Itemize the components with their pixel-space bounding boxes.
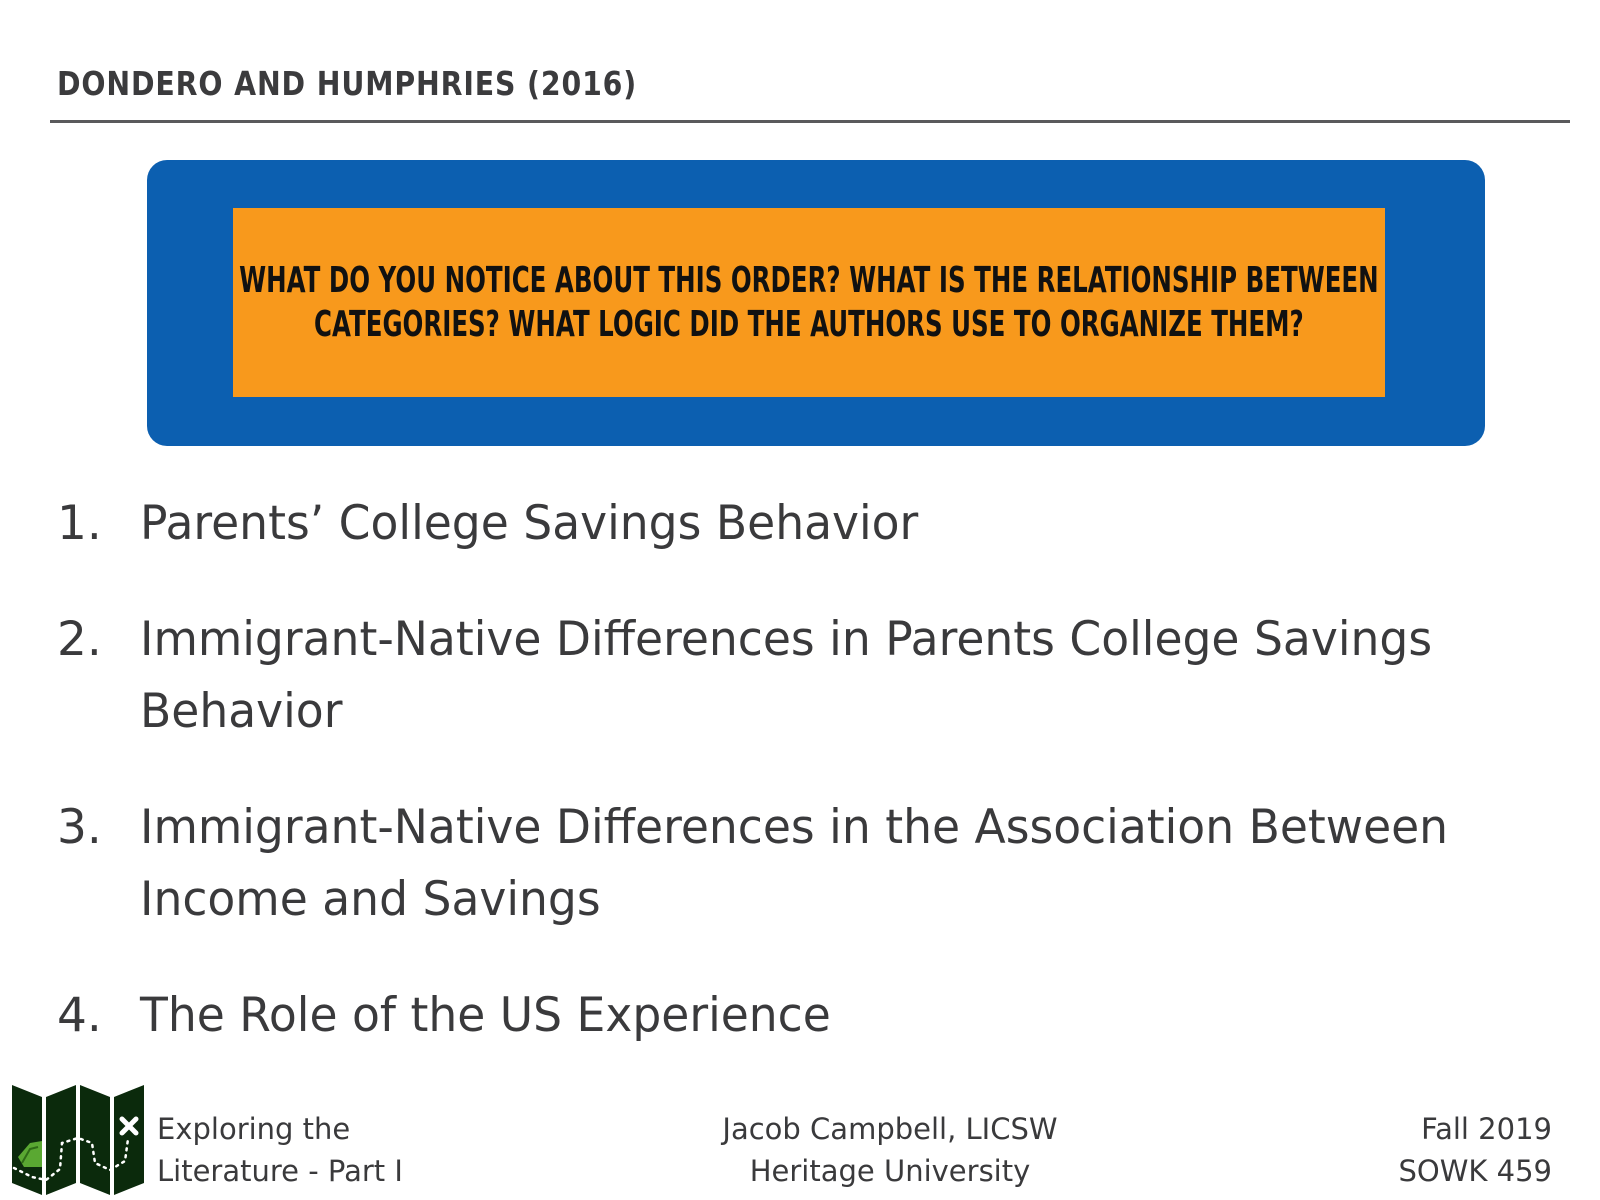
list-item-text: Immigrant-Native Differences in the Association Between Income and Savings [140,800,1449,927]
list-item-text: Parents’ College Savings Behavior [140,496,919,551]
callout-question [239,259,1379,347]
list-item [57,488,1577,560]
list-item-number: 3. [57,800,102,855]
title-divider [50,120,1570,123]
list-item-text: Immigrant-Native Differences in Parents College Savings Behavior [140,612,1433,739]
footer-course-title [157,1108,403,1192]
footer-author-name: Jacob Campbell, LICSW [722,1112,1058,1146]
numbered-list [57,488,1577,1052]
list-item [57,792,1577,936]
footer-course-title-line1: Exploring the [157,1112,351,1146]
treasure-map-icon [12,1075,150,1195]
list-item-number: 4. [57,988,102,1043]
footer-semester: Fall 2019 [1421,1112,1552,1146]
footer-course-title-line2: Literature - Part I [157,1154,403,1188]
slide-title: DONDERO AND HUMPHRIES (2016) [57,64,638,103]
callout-box [233,208,1385,397]
list-item-number: 2. [57,612,102,667]
footer-term [1399,1108,1553,1192]
footer-course-code: SOWK 459 [1398,1154,1552,1188]
footer-institution: Heritage University [749,1154,1031,1188]
footer-author [700,1108,1080,1192]
callout-line-1: WHAT DO YOU NOTICE ABOUT THIS ORDER? WHAT IS THE RELATIONSHIP BETWEEN [239,259,1379,301]
list-item-number: 1. [57,496,102,551]
list-item-text: The Role of the US Experience [140,988,831,1043]
callout-line-2: CATEGORIES? WHAT LOGIC DID THE AUTHORS USE TO ORGANIZE THEM? [314,303,1304,345]
list-item [57,980,1577,1052]
list-item [57,604,1577,748]
